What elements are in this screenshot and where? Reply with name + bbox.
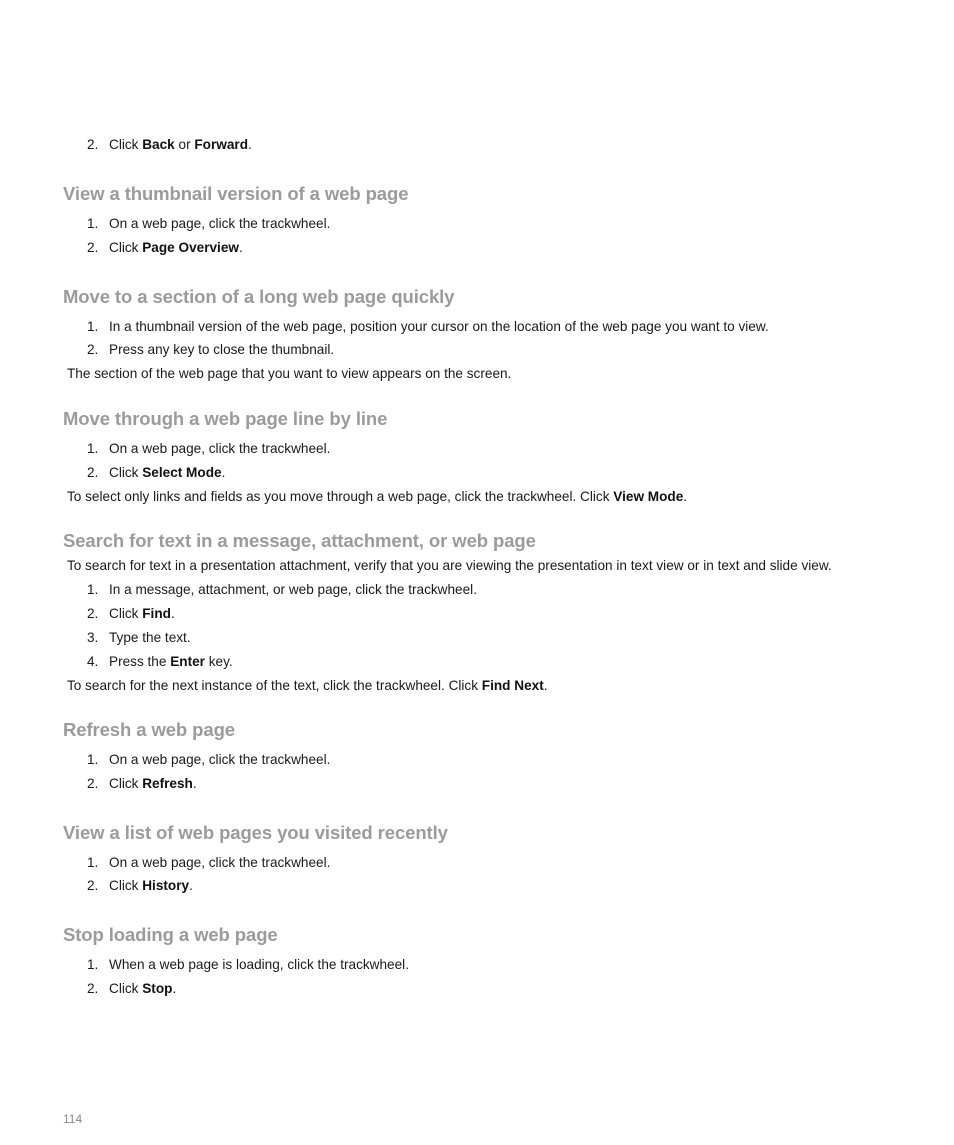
section-heading: View a list of web pages you visited recently: [63, 822, 448, 843]
list-item: 1. On a web page, click the trackwheel.: [87, 752, 331, 767]
step-number: 2.: [87, 776, 99, 791]
list-item: 2. Click Stop.: [87, 981, 177, 996]
step-number: 2.: [87, 981, 99, 996]
step-number: 2.: [87, 465, 99, 480]
section-heading: Move through a web page line by line: [63, 408, 388, 429]
ui-term: Refresh: [142, 776, 193, 791]
note-text: To select only links and fields as you move through a web page, click the trackwheel. Click View Mode.: [67, 489, 688, 504]
ui-term: Enter: [170, 654, 205, 669]
step-number: 1.: [87, 582, 99, 597]
list-item: 2. Click Page Overview.: [87, 240, 243, 255]
list-item: 1. In a thumbnail version of the web page, position your cursor on the location of the web page you want to view.: [87, 319, 769, 334]
intro-text: To search for text in a presentation attachment, verify that you are viewing the presentation in text view or in text and slide view.: [67, 558, 832, 573]
list-item: 1. On a web page, click the trackwheel.: [87, 855, 331, 870]
ui-term: Page Overview: [142, 240, 239, 255]
step-number: 1.: [87, 216, 99, 231]
ui-term: Stop: [142, 981, 173, 996]
step-number: 2.: [87, 342, 99, 357]
section-heading: View a thumbnail version of a web page: [63, 183, 409, 204]
note-text: The section of the web page that you want to view appears on the screen.: [67, 366, 512, 381]
list-item: 2. Click Select Mode.: [87, 465, 226, 480]
list-item: 1. On a web page, click the trackwheel.: [87, 216, 331, 231]
list-item: 1. When a web page is loading, click the trackwheel.: [87, 957, 409, 972]
step-number: 1.: [87, 441, 99, 456]
step-number: 1.: [87, 319, 99, 334]
step-number: 1.: [87, 855, 99, 870]
list-item: 2. Click Back or Forward.: [87, 137, 252, 152]
section-heading: Move to a section of a long web page quickly: [63, 286, 455, 307]
list-item: 2. Click History.: [87, 878, 193, 893]
list-item: 2. Click Find.: [87, 606, 175, 621]
step-number: 4.: [87, 654, 99, 669]
list-item: 2. Click Refresh.: [87, 776, 197, 791]
step-number: 3.: [87, 630, 99, 645]
step-number: 1.: [87, 752, 99, 767]
step-number: 1.: [87, 957, 99, 972]
ui-term: Back: [142, 137, 175, 152]
page-number: 114: [63, 1112, 83, 1126]
list-item: 4. Press the Enter key.: [87, 654, 233, 669]
ui-term: Forward: [194, 137, 248, 152]
ui-term: Select Mode: [142, 465, 222, 480]
section-heading: Refresh a web page: [63, 719, 235, 740]
note-text: To search for the next instance of the text, click the trackwheel. Click Find Next.: [67, 678, 548, 693]
ui-term: Find: [142, 606, 171, 621]
ui-term: History: [142, 878, 190, 893]
step-number: 2.: [87, 137, 99, 152]
list-item: 3. Type the text.: [87, 630, 191, 645]
ui-term: View Mode: [613, 489, 684, 504]
list-item: 2. Press any key to close the thumbnail.: [87, 342, 335, 357]
ui-term: Find Next: [481, 678, 544, 693]
section-heading: Search for text in a message, attachment, or web page: [63, 530, 536, 551]
step-number: 2.: [87, 240, 99, 255]
list-item: 1. In a message, attachment, or web page, click the trackwheel.: [87, 582, 477, 597]
list-item: 1. On a web page, click the trackwheel.: [87, 441, 331, 456]
step-number: 2.: [87, 606, 99, 621]
section-heading: Stop loading a web page: [63, 924, 278, 945]
step-number: 2.: [87, 878, 99, 893]
